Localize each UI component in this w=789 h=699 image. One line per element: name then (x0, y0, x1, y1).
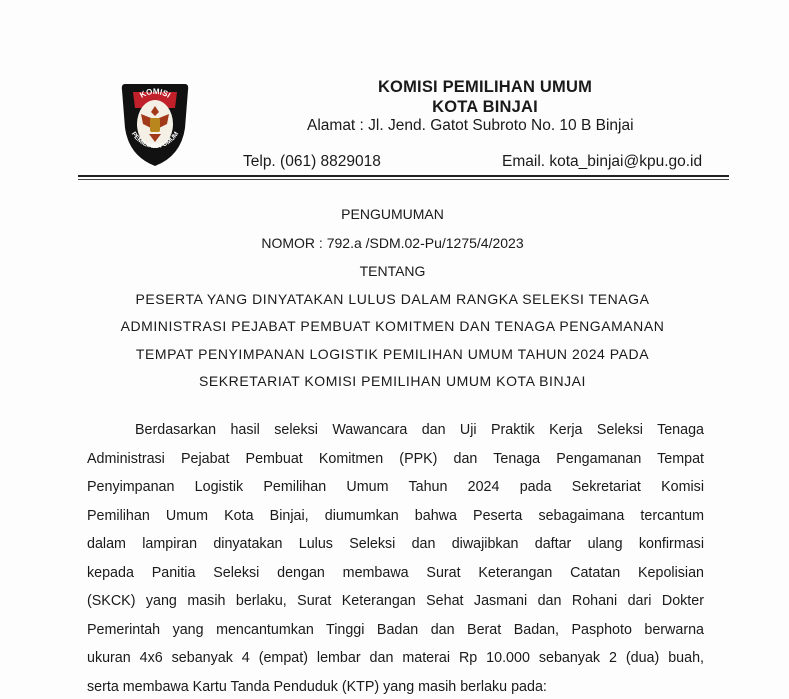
paragraph-line: Berdasarkan hasil seleksi Wawancara dan Uji Praktik Kerja Seleksi Tenaga (135, 422, 704, 438)
announcement-about: TENTANG (359, 263, 426, 279)
subject-line: SEKRETARIAT KOMISI PEMILIHAN UMUM KOTA BINJAI (199, 373, 586, 389)
logo-text-bottom: PEMILIHAN UMUM (129, 130, 181, 151)
paragraph-line: (SKCK) yang masih berlaku, Surat Keterangan Sehat Jasmani dan Rohani dari Dokter (87, 593, 704, 609)
logo-text-top: KOMISI (138, 86, 173, 100)
subject-line: ADMINISTRASI PEJABAT PEMBUAT KOMITMEN DAN TENAGA PENGAMANAN (120, 318, 665, 334)
paragraph-line: kepada Panitia Seleksi dengan membawa Surat Keterangan Catatan Kepolisian (87, 565, 704, 581)
org-name-line2: KOTA BINJAI (432, 98, 538, 116)
subject-line: TEMPAT PENYIMPANAN LOGISTIK PEMILIHAN UMUM TAHUN 2024 PADA (135, 346, 650, 362)
letterhead-divider-thin (78, 179, 729, 180)
paragraph-line: Penyimpanan Logistik Pemilihan Umum Tahun 2024 pada Sekretariat Komisi (87, 479, 704, 495)
paragraph-line: ukuran 4x6 sebanyak 4 (empat) lembar dan materai Rp 10.000 sebanyak 2 (dua) buah, (87, 650, 704, 666)
paragraph-line: Pemilihan Umum Kota Binjai, diumumkan bahwa Peserta sebagaimana tercantum (87, 508, 704, 524)
org-address: Alamat : Jl. Jend. Gatot Subroto No. 10 B Binjai (307, 117, 634, 134)
letterhead-divider-thick (78, 175, 729, 177)
paragraph-line: dalam lampiran dinyatakan Lulus Seleksi dan diwajibkan daftar ulang konfirmasi (87, 536, 704, 552)
paragraph-line: Pemerintah yang mencantumkan Tinggi Badan dan Berat Badan, Pasphoto berwarna (87, 622, 704, 638)
announcement-number: NOMOR : 792.a /SDM.02-Pu/1275/4/2023 (261, 235, 524, 251)
org-email: Email. kota_binjai@kpu.go.id (502, 153, 703, 170)
kpu-logo (119, 78, 191, 168)
subject-line: PESERTA YANG DINYATAKAN LULUS DALAM RANGKA SELEKSI TENAGA (135, 291, 650, 307)
announcement-heading: PENGUMUMAN (341, 206, 444, 222)
paragraph-line: Administrasi Pejabat Pembuat Komitmen (PPK) dan Tenaga Pengamanan Tempat (87, 451, 704, 467)
org-phone: Telp. (061) 8829018 (243, 153, 381, 170)
org-name-line1: KOMISI PEMILIHAN UMUM (377, 78, 593, 96)
paragraph-line: serta membawa Kartu Tanda Penduduk (KTP) yang masih berlaku pada: (87, 679, 547, 695)
